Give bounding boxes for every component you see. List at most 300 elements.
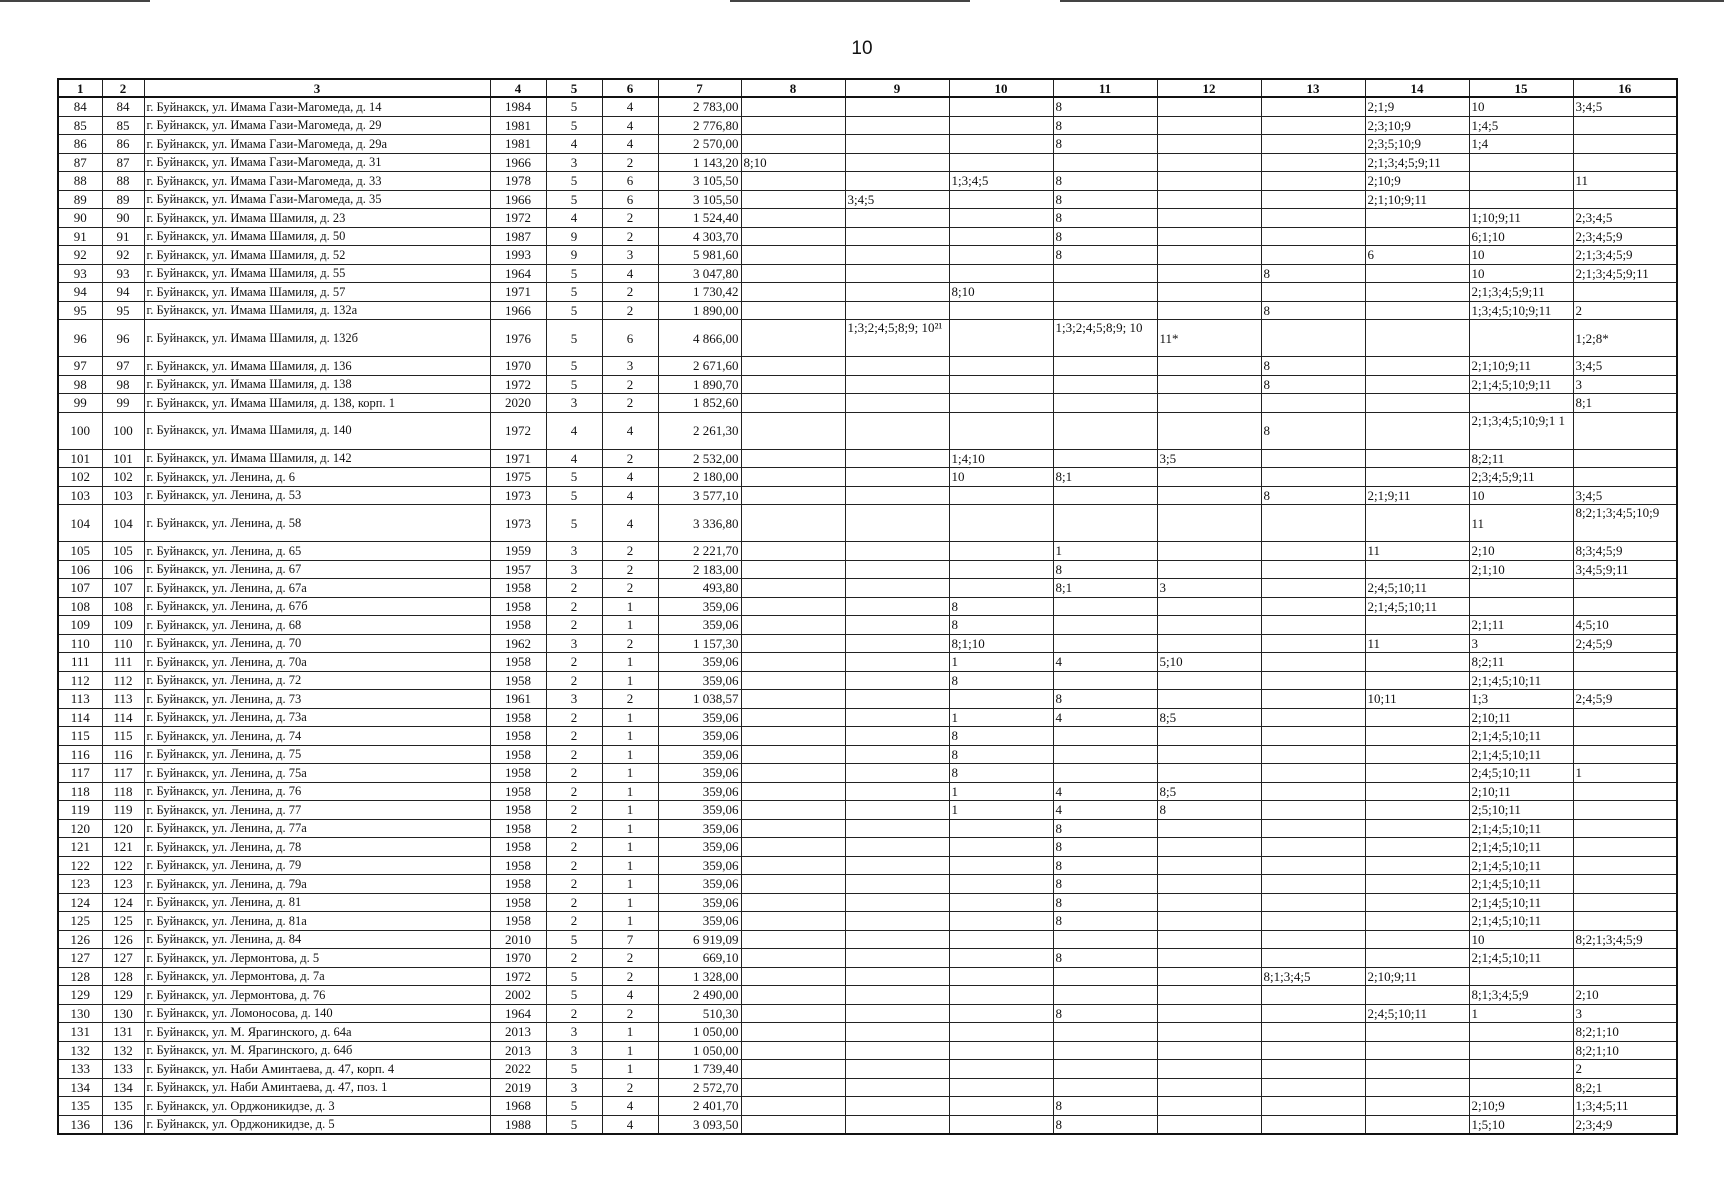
cell-col-11: [1053, 505, 1157, 542]
cell-col-11: [1053, 264, 1157, 283]
cell-col-7: 2 572,70: [658, 1078, 741, 1097]
table-row: [58, 671, 1677, 690]
cell-col-14: 10;11: [1365, 690, 1469, 709]
cell-col-8: [741, 116, 845, 135]
cell-col-9: [845, 412, 949, 449]
cell-col-13: [1261, 209, 1365, 228]
top-rule-left: [0, 0, 150, 2]
table-row: [58, 1004, 1677, 1023]
cell-col-16: 1;3;4;5;11: [1573, 1097, 1677, 1116]
cell-col-1: 122: [58, 856, 102, 875]
cell-col-13: 8: [1261, 375, 1365, 394]
cell-col-4: 1962: [490, 634, 546, 653]
cell-col-3: г. Буйнакск, ул. Лермонтова, д. 5: [144, 949, 490, 968]
cell-col-16: [1573, 856, 1677, 875]
cell-col-14: 11: [1365, 634, 1469, 653]
cell-col-1: 133: [58, 1060, 102, 1079]
cell-col-13: [1261, 893, 1365, 912]
cell-col-12: 3;5: [1157, 449, 1261, 468]
cell-col-15: 8;1;3;4;5;9: [1469, 986, 1573, 1005]
cell-col-10: 10: [949, 468, 1053, 487]
cell-col-14: 2;1;3;4;5;9;11: [1365, 153, 1469, 172]
cell-col-13: [1261, 1023, 1365, 1042]
cell-col-5: 5: [546, 505, 602, 542]
cell-col-2: 108: [102, 597, 144, 616]
cell-col-15: 2;1;3;4;5;10;9;1 1: [1469, 412, 1573, 449]
cell-col-9: [845, 875, 949, 894]
cell-col-1: 99: [58, 394, 102, 413]
cell-col-9: [845, 97, 949, 116]
cell-col-7: 669,10: [658, 949, 741, 968]
cell-col-9: [845, 801, 949, 820]
cell-col-12: 3: [1157, 579, 1261, 598]
cell-col-6: 1: [602, 708, 658, 727]
cell-col-11: 8: [1053, 209, 1157, 228]
cell-col-9: [845, 930, 949, 949]
cell-col-2: 133: [102, 1060, 144, 1079]
cell-col-9: [845, 634, 949, 653]
cell-col-12: [1157, 190, 1261, 209]
column-header-13: 13: [1261, 79, 1365, 97]
cell-col-1: 111: [58, 653, 102, 672]
cell-col-16: [1573, 875, 1677, 894]
cell-col-6: 2: [602, 560, 658, 579]
cell-col-14: 2;4;5;10;11: [1365, 1004, 1469, 1023]
cell-col-6: 2: [602, 449, 658, 468]
cell-col-3: г. Буйнакск, ул. Ленина, д. 78: [144, 838, 490, 857]
cell-col-13: [1261, 597, 1365, 616]
cell-col-10: [949, 357, 1053, 376]
cell-col-13: [1261, 449, 1365, 468]
cell-col-1: 116: [58, 745, 102, 764]
cell-col-8: [741, 375, 845, 394]
cell-col-9: [845, 616, 949, 635]
cell-col-14: [1365, 1023, 1469, 1042]
cell-col-15: 2;10: [1469, 542, 1573, 561]
cell-col-13: [1261, 930, 1365, 949]
cell-col-2: 130: [102, 1004, 144, 1023]
cell-col-11: [1053, 394, 1157, 413]
cell-col-13: [1261, 1060, 1365, 1079]
cell-col-3: г. Буйнакск, ул. Ленина, д. 77а: [144, 819, 490, 838]
cell-col-7: 4 866,00: [658, 320, 741, 357]
table-row: [58, 597, 1677, 616]
cell-col-4: 1958: [490, 764, 546, 783]
cell-col-5: 3: [546, 560, 602, 579]
cell-col-7: 359,06: [658, 838, 741, 857]
cell-col-9: [845, 486, 949, 505]
cell-col-13: [1261, 1097, 1365, 1116]
cell-col-2: 131: [102, 1023, 144, 1042]
cell-col-11: 1;3;2;4;5;8;9; 10: [1053, 320, 1157, 357]
cell-col-4: 1958: [490, 597, 546, 616]
cell-col-10: 8: [949, 727, 1053, 746]
cell-col-3: г. Буйнакск, ул. Ленина, д. 67б: [144, 597, 490, 616]
cell-col-16: [1573, 745, 1677, 764]
cell-col-12: [1157, 97, 1261, 116]
cell-col-4: 2022: [490, 1060, 546, 1079]
cell-col-9: [845, 135, 949, 154]
table-row: [58, 819, 1677, 838]
cell-col-10: [949, 97, 1053, 116]
cell-col-14: [1365, 1078, 1469, 1097]
cell-col-11: [1053, 930, 1157, 949]
cell-col-15: 2;5;10;11: [1469, 801, 1573, 820]
table-row: [58, 246, 1677, 265]
cell-col-12: 8;5: [1157, 708, 1261, 727]
cell-col-10: [949, 1023, 1053, 1042]
cell-col-15: [1469, 597, 1573, 616]
cell-col-3: г. Буйнакск, ул. Имама Шамиля, д. 52: [144, 246, 490, 265]
cell-col-5: 5: [546, 190, 602, 209]
cell-col-8: [741, 97, 845, 116]
cell-col-12: [1157, 412, 1261, 449]
cell-col-12: [1157, 468, 1261, 487]
cell-col-3: г. Буйнакск, ул. Ленина, д. 65: [144, 542, 490, 561]
cell-col-14: [1365, 468, 1469, 487]
table-row: [58, 1078, 1677, 1097]
cell-col-2: 84: [102, 97, 144, 116]
cell-col-3: г. Буйнакск, ул. Имама Гази-Магомеда, д. 14: [144, 97, 490, 116]
cell-col-16: 2: [1573, 301, 1677, 320]
cell-col-11: 8: [1053, 1115, 1157, 1134]
cell-col-11: 8: [1053, 172, 1157, 191]
cell-col-1: 109: [58, 616, 102, 635]
cell-col-10: [949, 1097, 1053, 1116]
cell-col-7: 359,06: [658, 616, 741, 635]
cell-col-16: [1573, 819, 1677, 838]
cell-col-11: 8: [1053, 560, 1157, 579]
cell-col-16: 4;5;10: [1573, 616, 1677, 635]
cell-col-2: 117: [102, 764, 144, 783]
cell-col-3: г. Буйнакск, ул. Имама Шамиля, д. 140: [144, 412, 490, 449]
cell-col-2: 101: [102, 449, 144, 468]
cell-col-8: 8;10: [741, 153, 845, 172]
cell-col-4: 1988: [490, 1115, 546, 1134]
cell-col-14: [1365, 930, 1469, 949]
cell-col-2: 121: [102, 838, 144, 857]
cell-col-3: г. Буйнакск, ул. Ленина, д. 81а: [144, 912, 490, 931]
cell-col-5: 3: [546, 1023, 602, 1042]
cell-col-15: 2;1;4;5;10;11: [1469, 838, 1573, 857]
cell-col-14: [1365, 320, 1469, 357]
cell-col-12: [1157, 116, 1261, 135]
cell-col-6: 1: [602, 1041, 658, 1060]
cell-col-1: 106: [58, 560, 102, 579]
cell-col-6: 4: [602, 1097, 658, 1116]
cell-col-16: 8;2;1;10: [1573, 1023, 1677, 1042]
cell-col-3: г. Буйнакск, ул. Имама Шамиля, д. 132а: [144, 301, 490, 320]
cell-col-3: г. Буйнакск, ул. Ленина, д. 68: [144, 616, 490, 635]
cell-col-14: [1365, 449, 1469, 468]
cell-col-1: 102: [58, 468, 102, 487]
cell-col-5: 2: [546, 819, 602, 838]
cell-col-10: 1;3;4;5: [949, 172, 1053, 191]
cell-col-8: [741, 209, 845, 228]
cell-col-7: 1 038,57: [658, 690, 741, 709]
cell-col-10: [949, 930, 1053, 949]
cell-col-1: 123: [58, 875, 102, 894]
table-row: [58, 394, 1677, 413]
cell-col-1: 127: [58, 949, 102, 968]
cell-col-10: [949, 135, 1053, 154]
cell-col-5: 2: [546, 597, 602, 616]
cell-col-6: 1: [602, 653, 658, 672]
cell-col-9: [845, 579, 949, 598]
cell-col-10: [949, 542, 1053, 561]
cell-col-6: 4: [602, 1115, 658, 1134]
cell-col-6: 4: [602, 116, 658, 135]
cell-col-11: 8: [1053, 949, 1157, 968]
cell-col-1: 103: [58, 486, 102, 505]
cell-col-11: [1053, 283, 1157, 302]
cell-col-5: 4: [546, 135, 602, 154]
cell-col-10: [949, 579, 1053, 598]
cell-col-6: 2: [602, 967, 658, 986]
table-row: [58, 283, 1677, 302]
column-header-3: 3: [144, 79, 490, 97]
cell-col-10: 8;10: [949, 283, 1053, 302]
cell-col-13: [1261, 912, 1365, 931]
cell-col-10: 1;4;10: [949, 449, 1053, 468]
cell-col-4: 1966: [490, 190, 546, 209]
cell-col-7: 3 105,50: [658, 172, 741, 191]
cell-col-14: [1365, 1041, 1469, 1060]
cell-col-2: 136: [102, 1115, 144, 1134]
cell-col-10: [949, 505, 1053, 542]
cell-col-1: 134: [58, 1078, 102, 1097]
cell-col-4: 1970: [490, 357, 546, 376]
cell-col-12: 5;10: [1157, 653, 1261, 672]
cell-col-15: [1469, 153, 1573, 172]
cell-col-11: 8: [1053, 227, 1157, 246]
table-row: [58, 486, 1677, 505]
cell-col-14: 2;1;4;5;10;11: [1365, 597, 1469, 616]
cell-col-5: 2: [546, 671, 602, 690]
cell-col-6: 1: [602, 1023, 658, 1042]
cell-col-4: 1966: [490, 301, 546, 320]
cell-col-6: 1: [602, 1060, 658, 1079]
cell-col-8: [741, 616, 845, 635]
cell-col-2: 104: [102, 505, 144, 542]
cell-col-11: [1053, 486, 1157, 505]
cell-col-5: 2: [546, 764, 602, 783]
cell-col-13: [1261, 1115, 1365, 1134]
cell-col-15: 10: [1469, 930, 1573, 949]
cell-col-13: [1261, 153, 1365, 172]
cell-col-14: [1365, 1060, 1469, 1079]
cell-col-14: [1365, 1115, 1469, 1134]
cell-col-15: 2;1;10: [1469, 560, 1573, 579]
cell-col-7: 359,06: [658, 764, 741, 783]
cell-col-15: 2;1;11: [1469, 616, 1573, 635]
cell-col-12: [1157, 875, 1261, 894]
cell-col-13: [1261, 875, 1365, 894]
cell-col-15: 2;1;10;9;11: [1469, 357, 1573, 376]
cell-col-1: 110: [58, 634, 102, 653]
cell-col-6: 2: [602, 394, 658, 413]
cell-col-7: 1 890,00: [658, 301, 741, 320]
table-row: [58, 745, 1677, 764]
cell-col-8: [741, 579, 845, 598]
table-row: [58, 838, 1677, 857]
cell-col-10: 1: [949, 782, 1053, 801]
cell-col-7: 1 328,00: [658, 967, 741, 986]
cell-col-4: 1972: [490, 412, 546, 449]
cell-col-3: г. Буйнакск, ул. Ленина, д. 73а: [144, 708, 490, 727]
cell-col-9: [845, 468, 949, 487]
cell-col-2: 98: [102, 375, 144, 394]
cell-col-6: 2: [602, 542, 658, 561]
cell-col-2: 134: [102, 1078, 144, 1097]
cell-col-13: [1261, 116, 1365, 135]
cell-col-8: [741, 1115, 845, 1134]
cell-col-15: 2;1;4;5;10;11: [1469, 912, 1573, 931]
cell-col-16: [1573, 190, 1677, 209]
cell-col-16: 8;2;1;3;4;5;9: [1573, 930, 1677, 949]
cell-col-5: 5: [546, 283, 602, 302]
cell-col-12: [1157, 1041, 1261, 1060]
table-row: [58, 856, 1677, 875]
cell-col-6: 2: [602, 1004, 658, 1023]
cell-col-10: [949, 967, 1053, 986]
cell-col-5: 3: [546, 1078, 602, 1097]
cell-col-16: [1573, 949, 1677, 968]
cell-col-11: 8: [1053, 190, 1157, 209]
table-row: [58, 616, 1677, 635]
cell-col-3: г. Буйнакск, ул. Ленина, д. 74: [144, 727, 490, 746]
cell-col-14: [1365, 912, 1469, 931]
cell-col-16: 2;3;4;5: [1573, 209, 1677, 228]
cell-col-3: г. Буйнакск, ул. Имама Шамиля, д. 138, корп. 1: [144, 394, 490, 413]
cell-col-13: [1261, 986, 1365, 1005]
cell-col-12: [1157, 634, 1261, 653]
column-header-8: 8: [741, 79, 845, 97]
cell-col-16: [1573, 412, 1677, 449]
table-row: [58, 690, 1677, 709]
cell-col-11: [1053, 1060, 1157, 1079]
cell-col-7: 2 261,30: [658, 412, 741, 449]
cell-col-3: г. Буйнакск, ул. Ленина, д. 84: [144, 930, 490, 949]
cell-col-5: 5: [546, 1097, 602, 1116]
cell-col-6: 2: [602, 949, 658, 968]
cell-col-14: [1365, 301, 1469, 320]
cell-col-7: 359,06: [658, 912, 741, 931]
cell-col-11: [1053, 986, 1157, 1005]
cell-col-5: 2: [546, 893, 602, 912]
cell-col-10: [949, 690, 1053, 709]
cell-col-7: 493,80: [658, 579, 741, 598]
cell-col-3: г. Буйнакск, ул. Ленина, д. 73: [144, 690, 490, 709]
cell-col-2: 103: [102, 486, 144, 505]
cell-col-13: [1261, 227, 1365, 246]
cell-col-1: 100: [58, 412, 102, 449]
cell-col-7: 359,06: [658, 856, 741, 875]
cell-col-11: [1053, 745, 1157, 764]
cell-col-4: 1958: [490, 856, 546, 875]
cell-col-3: г. Буйнакск, ул. Имама Гази-Магомеда, д. 35: [144, 190, 490, 209]
cell-col-11: 8: [1053, 875, 1157, 894]
cell-col-4: 1958: [490, 893, 546, 912]
table-row: [58, 875, 1677, 894]
cell-col-13: 8: [1261, 264, 1365, 283]
cell-col-4: 1958: [490, 912, 546, 931]
cell-col-11: 8;1: [1053, 579, 1157, 598]
cell-col-4: 1958: [490, 653, 546, 672]
cell-col-2: 112: [102, 671, 144, 690]
table-row: [58, 708, 1677, 727]
cell-col-4: 1972: [490, 375, 546, 394]
cell-col-4: 1976: [490, 320, 546, 357]
cell-col-8: [741, 838, 845, 857]
cell-col-2: 91: [102, 227, 144, 246]
cell-col-12: [1157, 505, 1261, 542]
cell-col-12: [1157, 394, 1261, 413]
cell-col-12: [1157, 283, 1261, 302]
cell-col-7: 359,06: [658, 653, 741, 672]
cell-col-14: [1365, 875, 1469, 894]
cell-col-10: [949, 190, 1053, 209]
cell-col-5: 5: [546, 930, 602, 949]
cell-col-9: [845, 505, 949, 542]
table-row: [58, 1023, 1677, 1042]
cell-col-16: 2;3;4;9: [1573, 1115, 1677, 1134]
cell-col-13: [1261, 542, 1365, 561]
cell-col-10: [949, 301, 1053, 320]
table-row: [58, 560, 1677, 579]
cell-col-5: 5: [546, 967, 602, 986]
cell-col-5: 3: [546, 394, 602, 413]
cell-col-7: 359,06: [658, 708, 741, 727]
cell-col-14: [1365, 986, 1469, 1005]
cell-col-13: [1261, 819, 1365, 838]
cell-col-6: 1: [602, 893, 658, 912]
cell-col-6: 3: [602, 357, 658, 376]
cell-col-1: 85: [58, 116, 102, 135]
cell-col-14: 2;3;5;10;9: [1365, 135, 1469, 154]
cell-col-15: 1;5;10: [1469, 1115, 1573, 1134]
cell-col-8: [741, 819, 845, 838]
cell-col-12: [1157, 727, 1261, 746]
cell-col-6: 4: [602, 412, 658, 449]
cell-col-3: г. Буйнакск, ул. Ленина, д. 81: [144, 893, 490, 912]
cell-col-1: 101: [58, 449, 102, 468]
cell-col-6: 1: [602, 856, 658, 875]
cell-col-11: [1053, 764, 1157, 783]
cell-col-11: [1053, 967, 1157, 986]
cell-col-10: [949, 1060, 1053, 1079]
cell-col-13: [1261, 1078, 1365, 1097]
cell-col-13: [1261, 135, 1365, 154]
cell-col-7: 4 303,70: [658, 227, 741, 246]
table-row: [58, 653, 1677, 672]
cell-col-6: 2: [602, 375, 658, 394]
top-rule-right: [1060, 0, 1724, 2]
cell-col-6: 1: [602, 764, 658, 783]
cell-col-5: 3: [546, 634, 602, 653]
cell-col-14: 2;1;9;11: [1365, 486, 1469, 505]
cell-col-9: [845, 597, 949, 616]
cell-col-10: [949, 394, 1053, 413]
cell-col-6: 1: [602, 875, 658, 894]
table-row: [58, 930, 1677, 949]
cell-col-16: 2;3;4;5;9: [1573, 227, 1677, 246]
cell-col-14: 2;3;10;9: [1365, 116, 1469, 135]
column-header-2: 2: [102, 79, 144, 97]
cell-col-4: 1973: [490, 486, 546, 505]
table-row: [58, 801, 1677, 820]
cell-col-8: [741, 708, 845, 727]
